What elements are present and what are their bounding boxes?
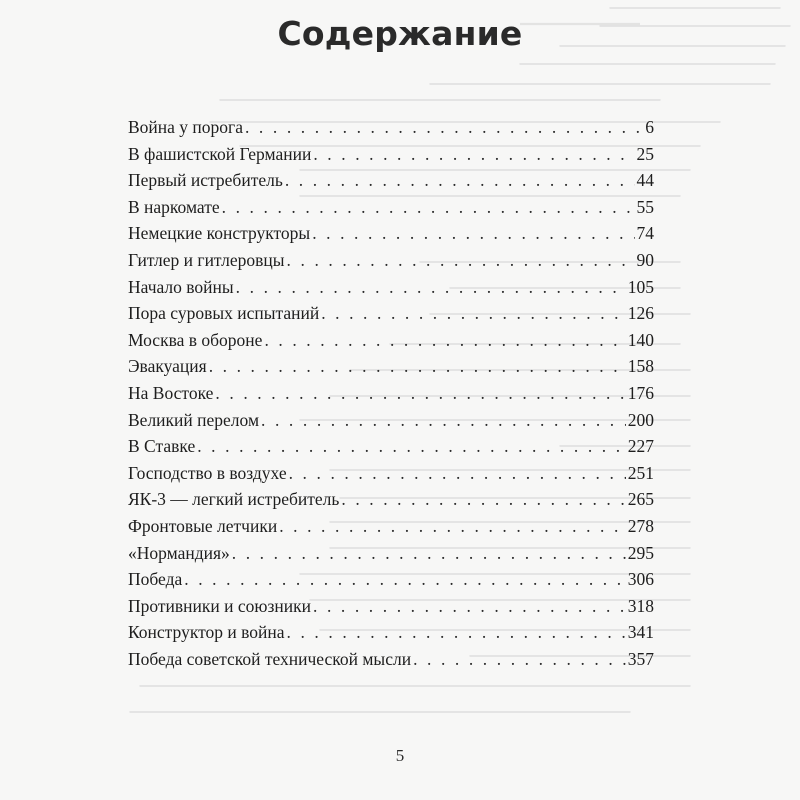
toc-entry-title: Победа bbox=[128, 569, 183, 590]
toc-entry bbox=[128, 330, 654, 357]
toc-entry-page: 25 bbox=[636, 143, 654, 164]
toc-dot-leader bbox=[313, 596, 626, 617]
toc-entry bbox=[128, 543, 654, 570]
toc-entry-title: Москва в обороне bbox=[128, 329, 263, 350]
toc-entry-page: 318 bbox=[627, 595, 654, 616]
toc-entry-page: 357 bbox=[627, 648, 654, 669]
toc-entry-page: 265 bbox=[627, 489, 654, 510]
toc-entry-title: Эвакуация bbox=[128, 356, 207, 377]
toc-dot-leader bbox=[245, 117, 643, 138]
toc-entry-page: 74 bbox=[636, 223, 654, 244]
page-number: 5 bbox=[395, 746, 405, 765]
table-of-contents bbox=[128, 117, 654, 675]
toc-dot-leader bbox=[285, 170, 635, 191]
toc-entry-title: Конструктор и война bbox=[128, 622, 285, 643]
toc-dot-leader bbox=[222, 197, 635, 218]
toc-dot-leader bbox=[232, 543, 626, 564]
toc-entry bbox=[128, 197, 654, 224]
toc-entry-page: 295 bbox=[627, 542, 654, 563]
toc-entry bbox=[128, 410, 654, 437]
toc-entry-page: 140 bbox=[627, 329, 654, 350]
toc-dot-leader bbox=[236, 277, 626, 298]
toc-entry bbox=[128, 356, 654, 383]
toc-dot-leader bbox=[287, 622, 626, 643]
toc-entry-page: 227 bbox=[627, 436, 654, 457]
toc-entry-page: 44 bbox=[636, 170, 654, 191]
toc-entry-page: 278 bbox=[627, 515, 654, 536]
toc-entry-page: 105 bbox=[627, 276, 654, 297]
toc-dot-leader bbox=[197, 436, 626, 457]
toc-entry-title: В наркомате bbox=[128, 196, 220, 217]
toc-entry-page: 55 bbox=[636, 196, 654, 217]
toc-dot-leader bbox=[312, 223, 634, 244]
toc-entry-title: ЯК-3 — легкий истребитель bbox=[128, 489, 340, 510]
toc-entry-title: Победа советской технической мысли bbox=[128, 648, 412, 669]
toc-entry bbox=[128, 223, 654, 250]
toc-entry bbox=[128, 117, 654, 144]
toc-entry bbox=[128, 170, 654, 197]
toc-entry bbox=[128, 250, 654, 277]
toc-entry-page: 200 bbox=[627, 409, 654, 430]
toc-dot-leader bbox=[341, 489, 625, 510]
toc-entry bbox=[128, 303, 654, 330]
toc-dot-leader bbox=[279, 516, 626, 537]
toc-dot-leader bbox=[184, 569, 625, 590]
toc-entry-page: 6 bbox=[645, 117, 654, 137]
toc-dot-leader bbox=[289, 463, 626, 484]
toc-entry-page: 90 bbox=[636, 249, 654, 270]
toc-entry-title: Фронтовые летчики bbox=[128, 515, 278, 536]
toc-entry bbox=[128, 383, 654, 410]
toc-entry-title: Немецкие конструкторы bbox=[128, 223, 311, 244]
toc-entry bbox=[128, 649, 654, 676]
toc-entry-page: 341 bbox=[627, 622, 654, 643]
toc-entry-title: Пора суровых испытаний bbox=[128, 303, 320, 324]
toc-dot-leader bbox=[287, 250, 635, 271]
toc-entry-title: Великий перелом bbox=[128, 409, 260, 430]
toc-dot-leader bbox=[261, 410, 626, 431]
toc-dot-leader bbox=[264, 330, 625, 351]
toc-entry bbox=[128, 516, 654, 543]
toc-entry-title: Господство в воздухе bbox=[128, 462, 287, 483]
toc-entry-page: 251 bbox=[627, 462, 654, 483]
toc-entry bbox=[128, 144, 654, 171]
toc-entry bbox=[128, 463, 654, 490]
toc-entry-title: В Ставке bbox=[128, 436, 196, 457]
toc-entry-page: 306 bbox=[627, 569, 654, 590]
toc-entry-title: Противники и союзники bbox=[128, 595, 311, 616]
toc-entry bbox=[128, 489, 654, 516]
toc-entry-page: 126 bbox=[627, 303, 654, 324]
toc-entry bbox=[128, 596, 654, 623]
toc-dot-leader bbox=[313, 144, 634, 165]
toc-dot-leader bbox=[321, 303, 626, 324]
page-title: Содержание bbox=[277, 14, 523, 53]
toc-entry-title: В фашистской Германии bbox=[128, 143, 312, 164]
toc-entry-title: «Нормандия» bbox=[128, 542, 230, 563]
toc-entry-title: Гитлер и гитлеровцы bbox=[128, 249, 285, 270]
toc-entry bbox=[128, 622, 654, 649]
toc-entry bbox=[128, 277, 654, 304]
toc-entry-title: Первый истребитель bbox=[128, 170, 283, 191]
toc-entry-title: Начало войны bbox=[128, 276, 234, 297]
toc-dot-leader bbox=[209, 356, 626, 377]
toc-entry bbox=[128, 436, 654, 463]
toc-entry-title: На Востоке bbox=[128, 382, 214, 403]
toc-dot-leader bbox=[413, 649, 626, 670]
toc-dot-leader bbox=[215, 383, 625, 404]
toc-entry bbox=[128, 569, 654, 596]
toc-entry-page: 176 bbox=[627, 382, 654, 403]
toc-entry-page: 158 bbox=[627, 356, 654, 377]
toc-entry-title: Война у порога bbox=[128, 117, 243, 137]
